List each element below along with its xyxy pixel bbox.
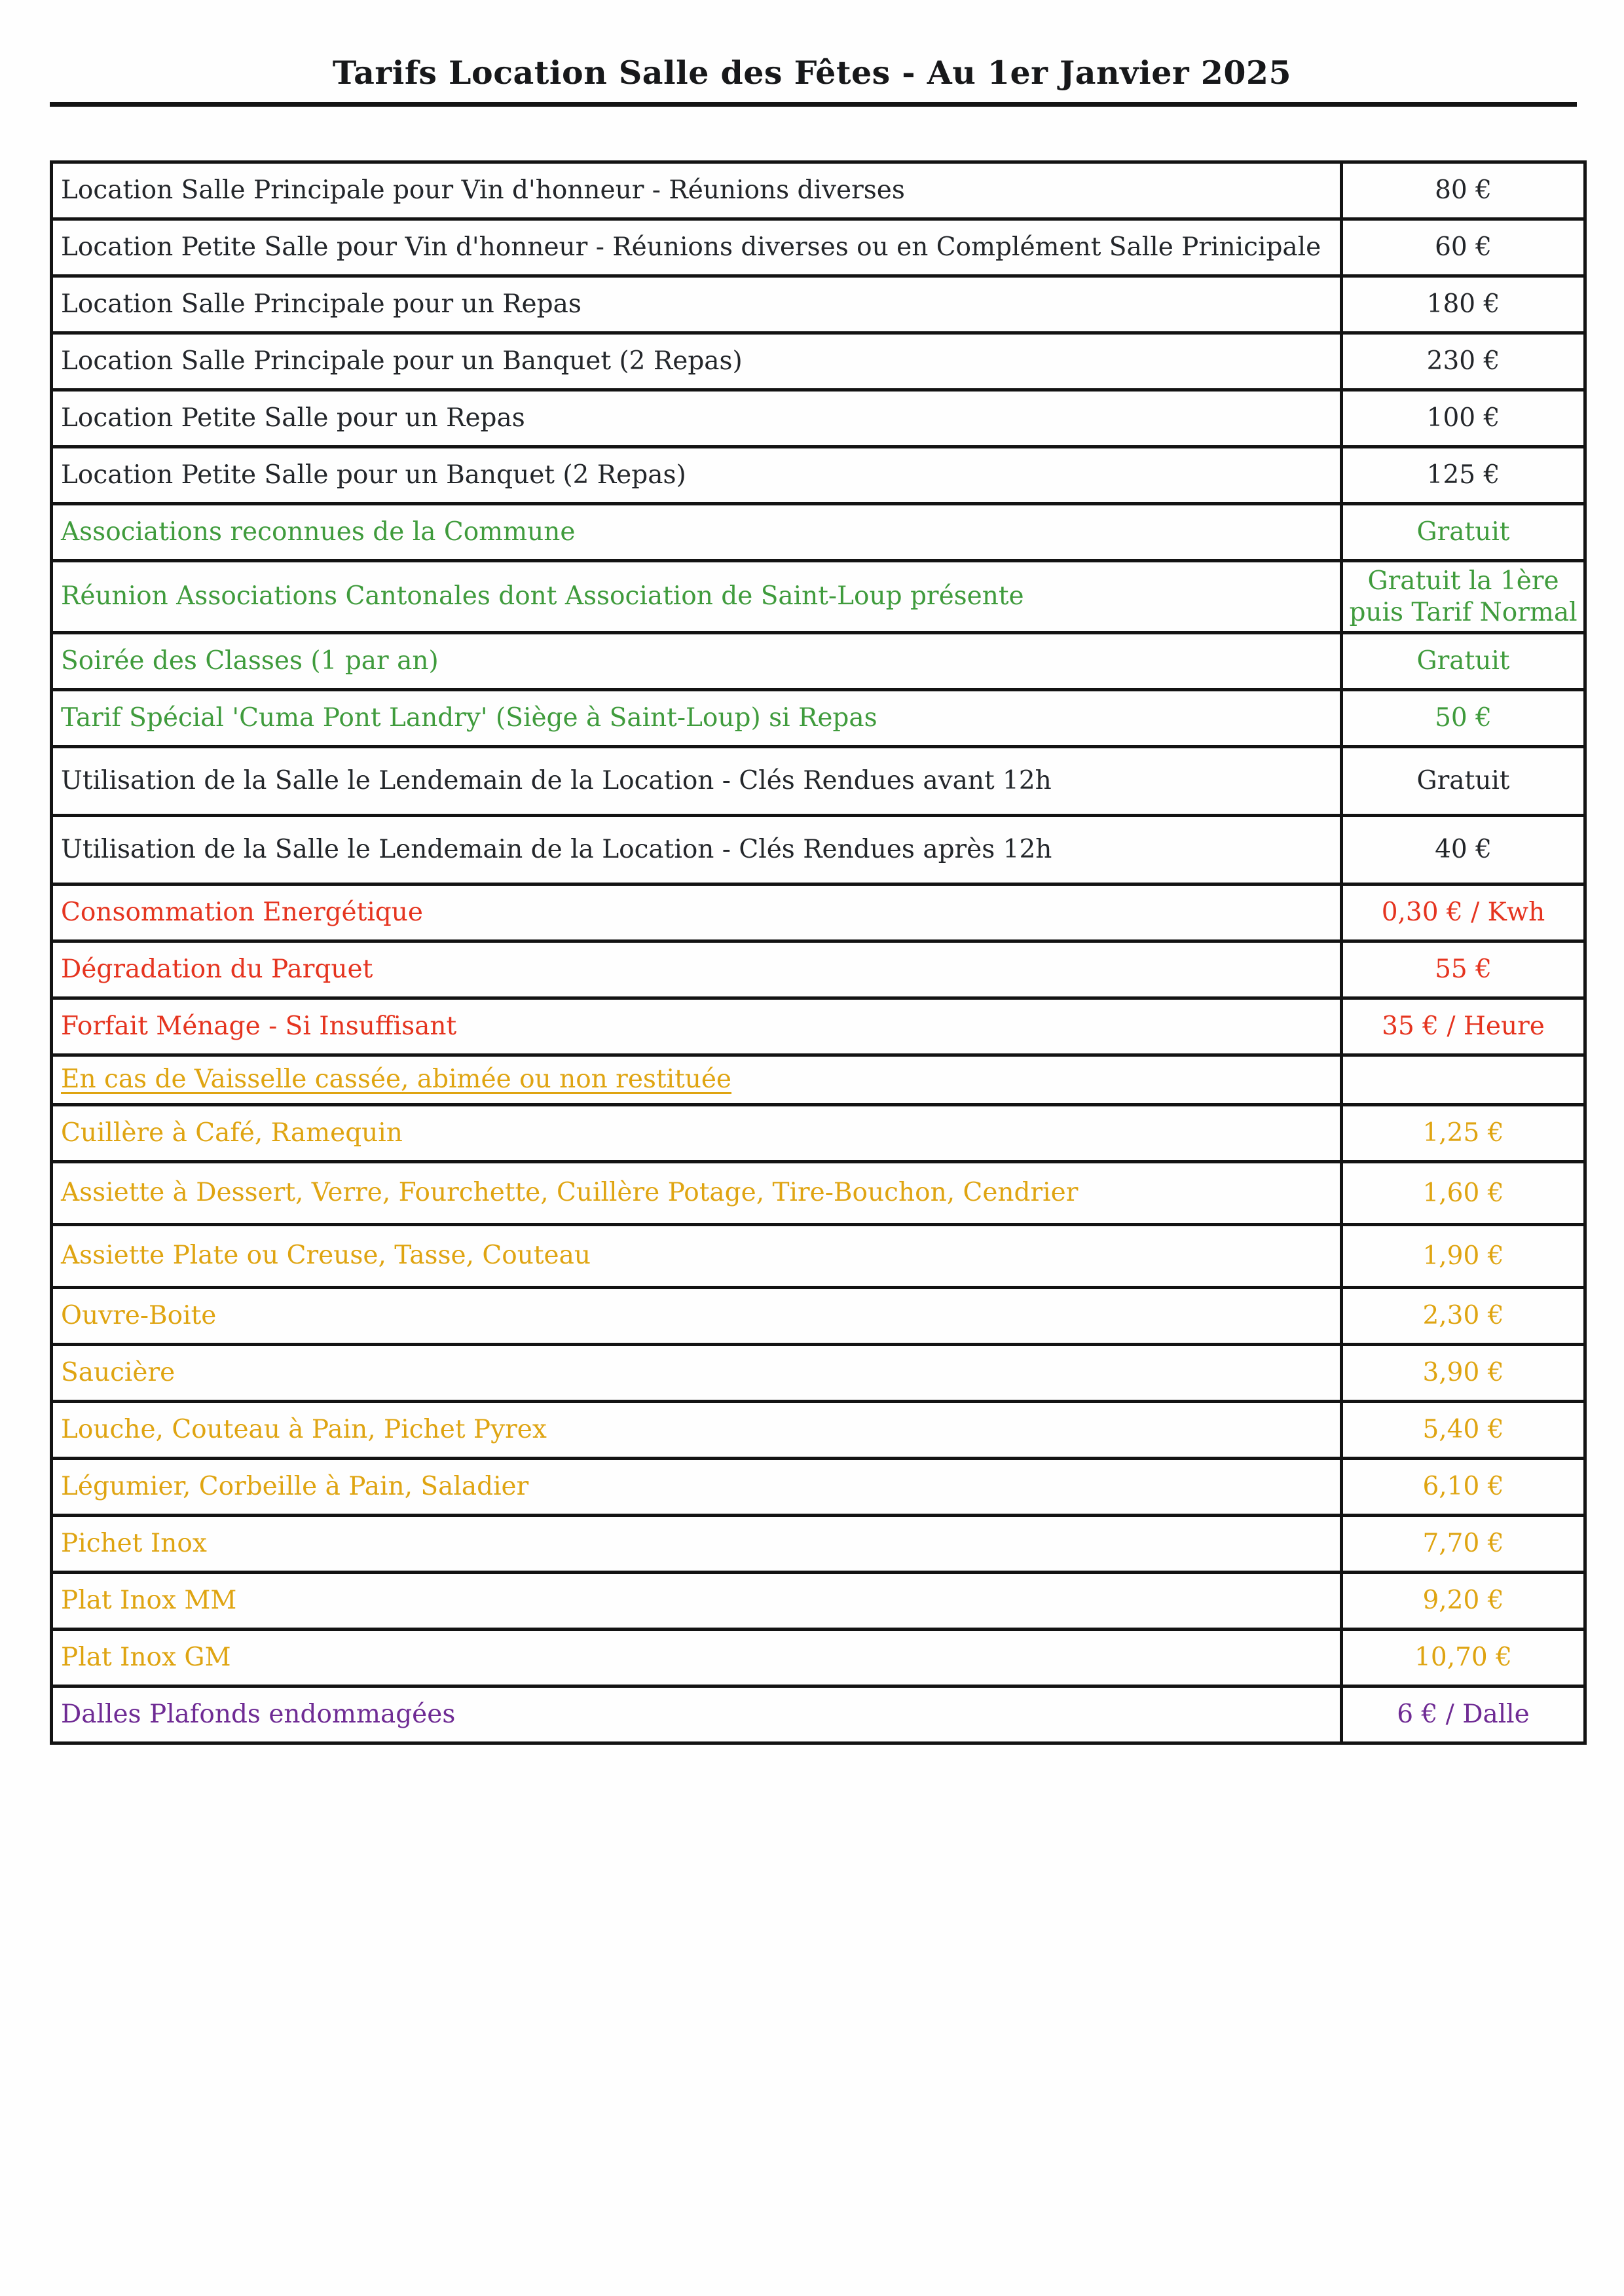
row-label: Dalles Plafonds endommagées — [52, 1686, 1342, 1743]
row-label: Location Petite Salle pour Vin d'honneur - Réunions diverses ou en Complément Salle Prinicipale — [52, 219, 1342, 276]
table-row — [52, 1630, 1585, 1686]
row-value: 3,90 € — [1342, 1345, 1585, 1402]
row-value: 0,30 € / Kwh — [1342, 884, 1585, 941]
row-value: 100 € — [1342, 390, 1585, 447]
table-row — [52, 1516, 1585, 1573]
table-row — [52, 690, 1585, 747]
table-row — [52, 1459, 1585, 1516]
row-value: 10,70 € — [1342, 1630, 1585, 1686]
row-value: 1,90 € — [1342, 1225, 1585, 1288]
row-value: 55 € — [1342, 941, 1585, 998]
table-row — [52, 390, 1585, 447]
table-row — [52, 333, 1585, 390]
table-row — [52, 1573, 1585, 1630]
row-value: 40 € — [1342, 816, 1585, 884]
row-value: 2,30 € — [1342, 1288, 1585, 1345]
table-row — [52, 1345, 1585, 1402]
row-value: 80 € — [1342, 162, 1585, 219]
row-label: Forfait Ménage - Si Insuffisant — [52, 998, 1342, 1055]
table-row — [52, 447, 1585, 504]
table-row — [52, 219, 1585, 276]
row-value: Gratuit — [1342, 747, 1585, 816]
table-row — [52, 747, 1585, 816]
row-label: Louche, Couteau à Pain, Pichet Pyrex — [52, 1402, 1342, 1459]
row-value: 1,25 € — [1342, 1105, 1585, 1162]
table-row — [52, 633, 1585, 690]
row-label: Légumier, Corbeille à Pain, Saladier — [52, 1459, 1342, 1516]
row-value: 6 € / Dalle — [1342, 1686, 1585, 1743]
table-row — [52, 941, 1585, 998]
table-row — [52, 1055, 1585, 1105]
row-value — [1342, 1055, 1585, 1105]
tariff-table-body — [52, 162, 1585, 1743]
row-label: Utilisation de la Salle le Lendemain de la Location - Clés Rendues après 12h — [52, 816, 1342, 884]
table-row — [52, 816, 1585, 884]
page-title: Tarifs Location Salle des Fêtes - Au 1er Janvier 2025 — [332, 54, 1292, 92]
row-label: Pichet Inox — [52, 1516, 1342, 1573]
table-row — [52, 276, 1585, 333]
table-row — [52, 1686, 1585, 1743]
row-value: Gratuit — [1342, 633, 1585, 690]
row-label: Cuillère à Café, Ramequin — [52, 1105, 1342, 1162]
table-row — [52, 1288, 1585, 1345]
row-value: 60 € — [1342, 219, 1585, 276]
table-row — [52, 1402, 1585, 1459]
row-label: Location Petite Salle pour un Repas — [52, 390, 1342, 447]
row-value: 180 € — [1342, 276, 1585, 333]
table-row — [52, 998, 1585, 1055]
row-value: 50 € — [1342, 690, 1585, 747]
row-label: Plat Inox MM — [52, 1573, 1342, 1630]
row-value: 125 € — [1342, 447, 1585, 504]
row-value: 6,10 € — [1342, 1459, 1585, 1516]
table-row — [52, 561, 1585, 633]
row-value: 35 € / Heure — [1342, 998, 1585, 1055]
row-value: 1,60 € — [1342, 1162, 1585, 1225]
row-label: En cas de Vaisselle cassée, abimée ou non restituée — [52, 1055, 1342, 1105]
row-label: Dégradation du Parquet — [52, 941, 1342, 998]
tariff-table — [50, 160, 1587, 1745]
row-value: 230 € — [1342, 333, 1585, 390]
row-value: 7,70 € — [1342, 1516, 1585, 1573]
row-label: Assiette Plate ou Creuse, Tasse, Couteau — [52, 1225, 1342, 1288]
table-row — [52, 162, 1585, 219]
row-label: Ouvre-Boite — [52, 1288, 1342, 1345]
row-label: Associations reconnues de la Commune — [52, 504, 1342, 561]
row-value: 9,20 € — [1342, 1573, 1585, 1630]
row-label: Utilisation de la Salle le Lendemain de la Location - Clés Rendues avant 12h — [52, 747, 1342, 816]
row-label: Location Salle Principale pour un Banquet (2 Repas) — [52, 333, 1342, 390]
table-row — [52, 1105, 1585, 1162]
row-label: Location Salle Principale pour un Repas — [52, 276, 1342, 333]
row-label: Saucière — [52, 1345, 1342, 1402]
title-divider — [50, 102, 1577, 107]
row-label: Tarif Spécial 'Cuma Pont Landry' (Siège à Saint-Loup) si Repas — [52, 690, 1342, 747]
row-label: Réunion Associations Cantonales dont Association de Saint-Loup présente — [52, 561, 1342, 633]
row-label: Assiette à Dessert, Verre, Fourchette, Cuillère Potage, Tire-Bouchon, Cendrier — [52, 1162, 1342, 1225]
row-label: Consommation Energétique — [52, 884, 1342, 941]
table-row — [52, 1225, 1585, 1288]
row-value: 5,40 € — [1342, 1402, 1585, 1459]
row-label: Location Petite Salle pour un Banquet (2 Repas) — [52, 447, 1342, 504]
table-row — [52, 504, 1585, 561]
table-row — [52, 1162, 1585, 1225]
row-label: Plat Inox GM — [52, 1630, 1342, 1686]
row-label: Location Salle Principale pour Vin d'honneur - Réunions diverses — [52, 162, 1342, 219]
row-label: Soirée des Classes (1 par an) — [52, 633, 1342, 690]
row-value: Gratuit la 1ère puis Tarif Normal — [1342, 561, 1585, 633]
table-row — [52, 884, 1585, 941]
row-value: Gratuit — [1342, 504, 1585, 561]
